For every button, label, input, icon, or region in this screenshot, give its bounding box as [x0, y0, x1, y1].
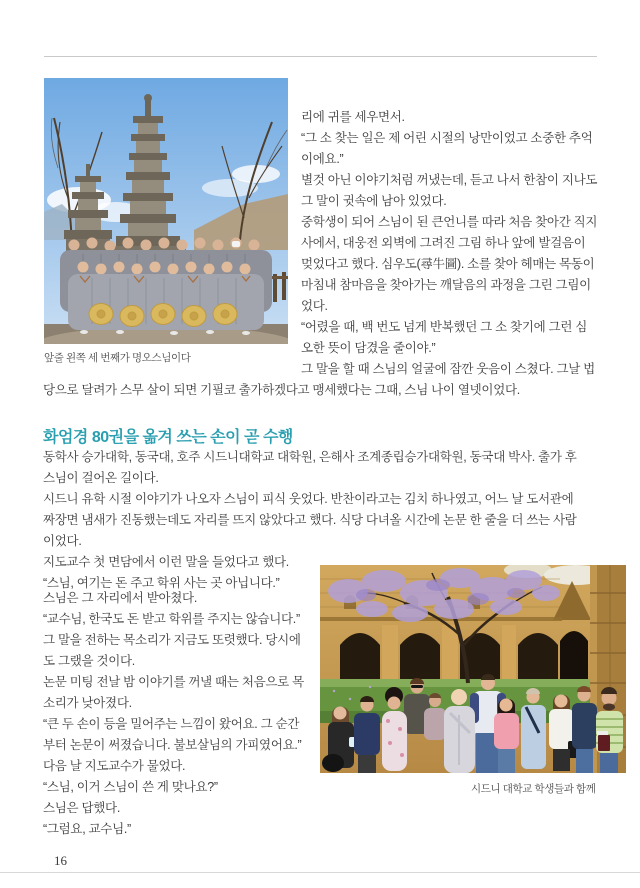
left-column: [43, 588, 315, 840]
text-line: 동학사 승가대학, 동국대, 호주 시드니대학교 대학원, 은해사 조계종립승가대학원, 동국대 박사. 출가 후: [43, 450, 577, 464]
text-line: 마침내 참마음을 찾아가는 깨달음의 과정을 그린 그림이: [301, 278, 591, 292]
text-line: 시드니 유학 시절 이야기가 나오자 스님이 피식 웃었다. 반찬이라고는 김치 하나였고, 어느 날 도서관에: [43, 492, 574, 506]
monks-pagoda-photo: [44, 78, 288, 344]
text-line: “스님, 이거 스님이 쓴 게 맞나요?”: [43, 780, 218, 794]
text-line: 다음 날 지도교수가 물었다.: [43, 759, 186, 773]
text-line: 스님은 그 자리에서 받아쳤다.: [43, 591, 197, 605]
text-line: 논문 미팅 전날 밤 이야기를 꺼낼 때는 처음으로 목: [43, 675, 304, 689]
text-line: 그 말을 할 때 스님의 얼굴에 잠깐 웃음이 스쳤다. 그날 법: [301, 362, 595, 376]
top-rule: [44, 56, 597, 57]
text-line: 이었다.: [43, 534, 82, 548]
bridge-line: [43, 380, 599, 401]
monks-pagoda-photo-illustration: [44, 78, 288, 344]
text-line: 별것 아닌 이야기처럼 꺼냈는데, 듣고 나서 한참이 지나도: [301, 173, 598, 187]
text-line: “어렸을 때, 백 번도 넘게 반복했던 그 소 찾기에 그런 심: [301, 320, 588, 334]
text-line: “그럼요, 교수님.”: [43, 822, 131, 836]
text-line: 그 말을 전하는 목소리가 지금도 또렷했다. 당시에: [43, 633, 301, 647]
photo-caption-top: 앞줄 왼쪽 세 번째가 명오스님이다: [44, 352, 191, 364]
text-line: 소리가 낮아졌다.: [43, 696, 132, 710]
text-line: 었다.: [301, 299, 328, 313]
text-line: 부터 논문이 써졌습니다. 불보살님의 가피였어요.”: [43, 738, 302, 752]
text-line: 짜장면 냄새가 진동했는데도 자리를 뜨지 않았다고 했다. 식당 다녀올 시간에 논문 한 줄을 더 쓰는 사람: [43, 513, 577, 527]
bottom-rule: [0, 872, 640, 873]
text-line: 스님은 답했다.: [43, 801, 120, 815]
text-line: 리에 귀를 세우면서.: [301, 110, 405, 124]
text-line: “교수님, 한국도 돈 받고 학위를 주지는 않습니다.”: [43, 612, 300, 626]
text-line: “스님, 여기는 돈 주고 학위 사는 곳 아닙니다.”: [43, 576, 280, 590]
photo-caption-bottom: 시드니 대학교 학생들과 함께: [471, 783, 596, 795]
text-line: 지도교수 첫 면담에서 이런 말을 들었다고 했다.: [43, 555, 289, 569]
section-heading: 화엄경 80권을 옮겨 쓰는 손이 곧 수행: [43, 429, 293, 446]
text-line: 도 그랬을 것이다.: [43, 654, 135, 668]
text-line: “큰 두 손이 등을 밀어주는 느낌이 왔어요. 그 순간: [43, 717, 300, 731]
page-number: 16: [54, 853, 67, 868]
text-line: “그 소 찾는 일은 제 어린 시절의 낭만이었고 소중한 추억: [301, 131, 593, 145]
text-line: 그 말이 귓속에 남아 있었다.: [301, 194, 447, 208]
text-line: 멎었다고 했다. 심우도(尋牛圖). 소를 찾아 헤매는 목동이: [301, 257, 595, 271]
text-line: 이에요.”: [301, 152, 344, 166]
text-line: 당으로 달려가 스무 살이 되면 기필코 출가하겠다고 맹세했다는 그때, 스님 나이 열넷이었다.: [43, 383, 520, 397]
sydney-group-photo: [320, 565, 626, 773]
text-line: 스님이 걸어온 길이다.: [43, 471, 159, 485]
sydney-group-photo-illustration: [320, 565, 626, 773]
text-line: 중학생이 되어 스님이 된 큰언니를 따라 처음 찾아간 직지: [301, 215, 598, 229]
text-line: 오한 뜻이 담겼을 줄이야.”: [301, 341, 436, 355]
intro-column: [301, 107, 600, 380]
text-line: 사에서, 대웅전 외벽에 그려진 그림 하나 앞에 발걸음이: [301, 236, 586, 250]
